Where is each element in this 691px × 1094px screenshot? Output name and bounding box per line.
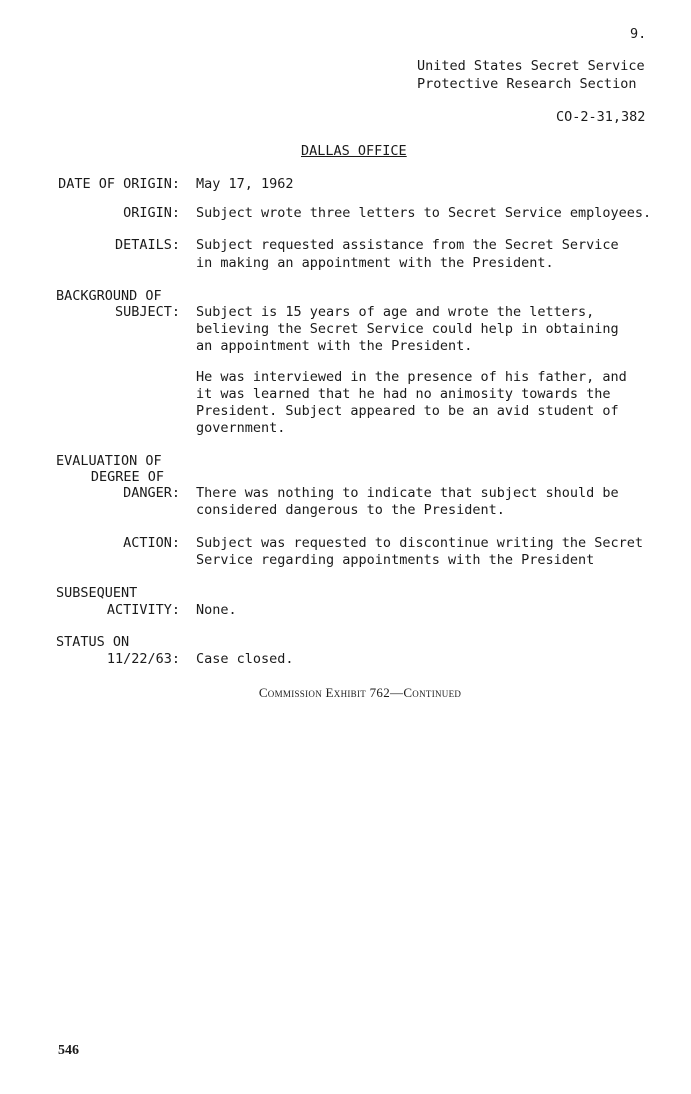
subsequent-label-line-1: SUBSEQUENT [56,585,138,601]
status-label-line-2: 11/22/63: [106,651,180,667]
exhibit-caption-text: Commission Exhibit 762—Continued [258,685,462,700]
action-value: Subject was requested to discontinue writing the Secret Service regarding appointments with the President [196,535,644,568]
status-value: Case closed. [196,651,294,667]
background-label-line-1: BACKGROUND OF [56,288,162,304]
action-label: ACTION: [123,535,180,551]
origin-label: ORIGIN: [123,205,180,221]
page-marker: 9. [630,26,647,42]
office-heading: DALLAS OFFICE [301,143,407,159]
background-paragraph-1: Subject is 15 years of age and wrote the letters, believing the Secret Service could help in obtaining an appointment with the President. [196,304,619,354]
file-number: CO-2-31,382 [556,109,646,125]
subsequent-label-line-2: ACTIVITY: [106,602,180,618]
agency-line-2: Protective Research Section [417,76,637,92]
exhibit-caption [0,685,691,701]
background-paragraph-2: He was interviewed in the presence of his father, and it was learned that he had no animosity towards the President. Subject appeared to be an avid student of government. [196,369,627,436]
details-value-line-2: in making an appointment with the President. [196,255,554,271]
page-number: 546 [58,1043,79,1058]
background-label-line-2: SUBJECT: [114,304,180,320]
agency-line-1: United States Secret Service [417,58,645,74]
evaluation-label-line-2: DEGREE OF [90,469,164,485]
evaluation-value: There was nothing to indicate that subject should be considered dangerous to the President. [196,485,619,518]
origin-value: Subject wrote three letters to Secret Service employees. [196,205,652,221]
status-label-line-1: STATUS ON [56,634,130,650]
subsequent-value: None. [196,602,237,618]
evaluation-label-line-3: DANGER: [123,485,180,501]
details-value-line-1: Subject requested assistance from the Secret Service [196,237,619,253]
details-label: DETAILS: [114,237,180,253]
date-of-origin-label: DATE OF ORIGIN: [58,176,180,192]
evaluation-label-line-1: EVALUATION OF [56,453,162,469]
date-of-origin-value: May 17, 1962 [196,176,294,192]
